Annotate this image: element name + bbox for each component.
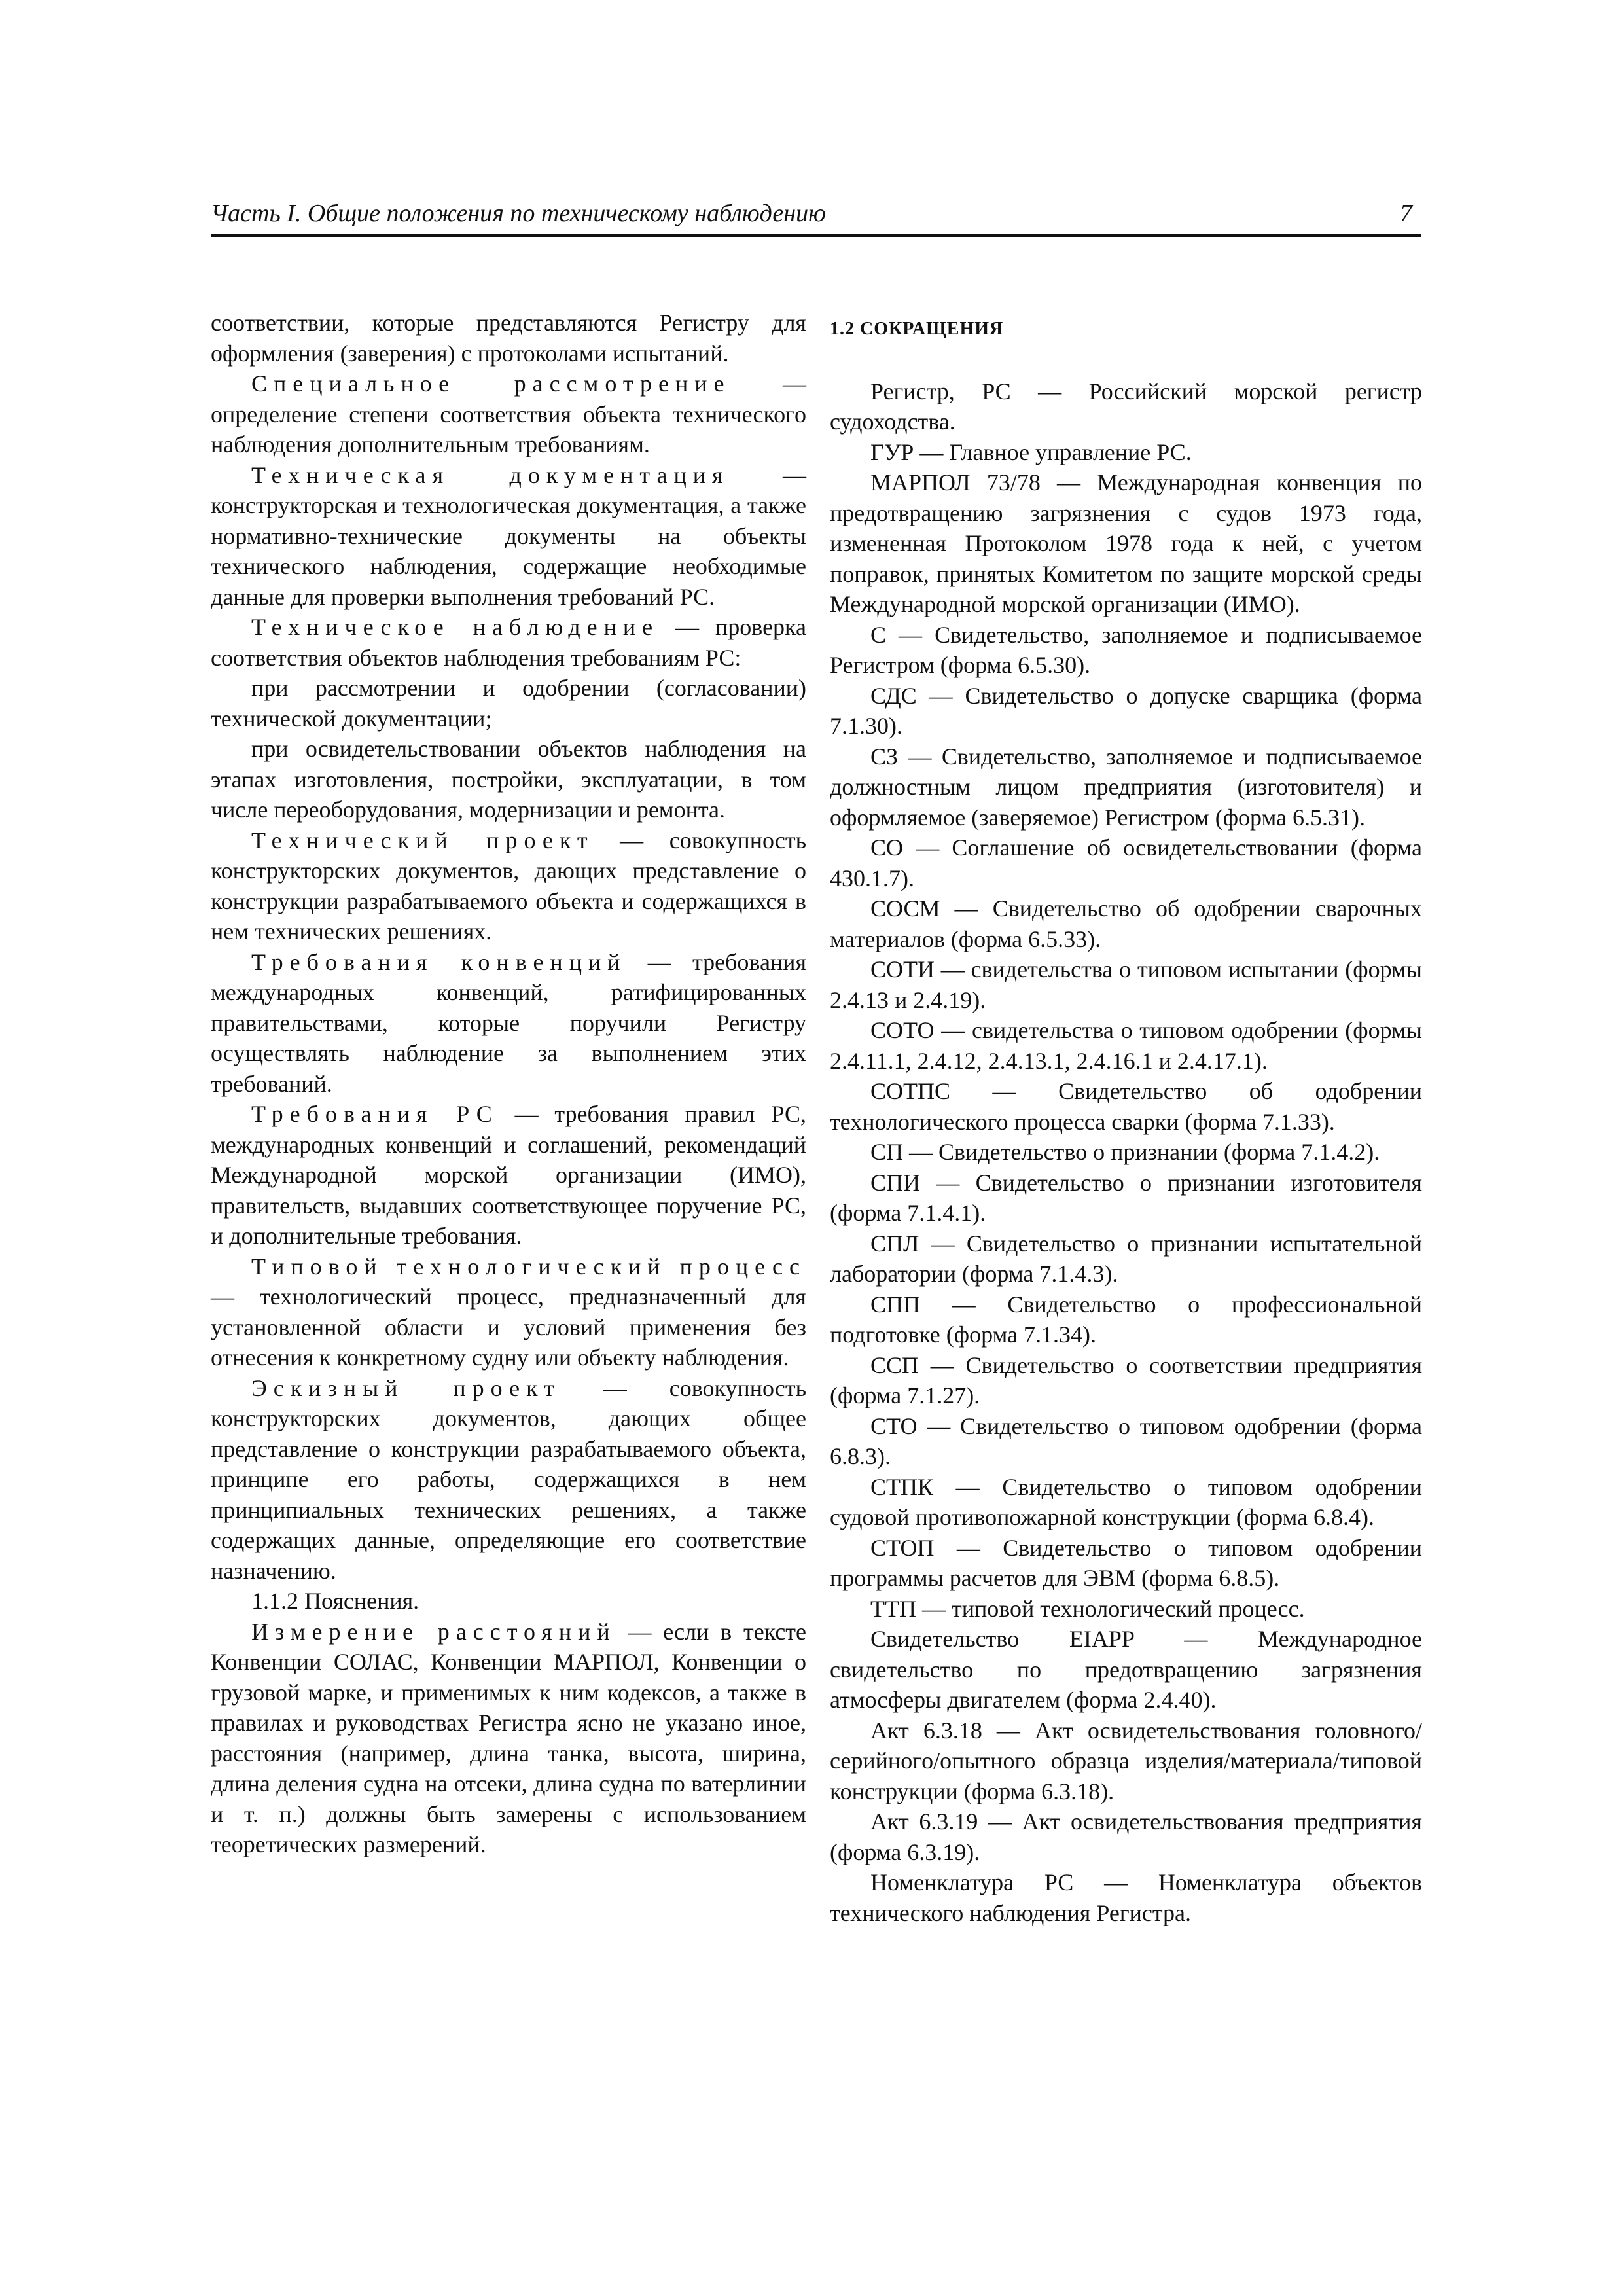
- definition-text: при освидетельствовании объектов наблюдения на этапах изготовления, постройки, эксплуатации, в том числе переоборудования, модернизации и ремонта.: [211, 736, 806, 823]
- abbreviation-item: СДС — Свидетельство о допуске сварщика (форма 7.1.30).: [830, 682, 1422, 739]
- definition-paragraph: [211, 1099, 806, 1251]
- definition-text: — совокупность конструкторских документов, дающих представление о конструкции разрабатываемого объекта и содержащихся в нем технических решениях.: [211, 827, 806, 944]
- definition-text: — требования правил РС, международных конвенций и соглашений, рекомендаций Международной морской организации (ИМО), правительств, выдавших соответствующее поручение РС, и дополнительные требования.: [211, 1101, 806, 1249]
- abbreviation-item: Регистр, РС — Российский морской регистр судоходства.: [830, 378, 1422, 435]
- defined-term: Измерение расстояний: [251, 1618, 616, 1645]
- abbreviation-item: СПИ — Свидетельство о признании изготовителя (форма 7.1.4.1).: [830, 1169, 1422, 1226]
- abbreviation-item: Акт 6.3.18 — Акт освидетельствования головного/серийного/опытного образца изделия/материала/типовой конструкции (форма 6.3.18).: [830, 1717, 1422, 1804]
- abbreviation-item: СТО — Свидетельство о типовом одобрении (форма 6.8.3).: [830, 1412, 1422, 1469]
- defined-term: Типовой технологический процесс: [251, 1253, 806, 1280]
- definition-text: — конструкторская и технологическая документация, а также нормативно-технические документы на объекты технического наблюдения, содержащие необходимые данные для проверки выполнения требований РС.: [211, 461, 806, 610]
- page-number: 7: [1400, 200, 1412, 227]
- definition-text: соответствии, которые представляются Регистру для оформления (заверения) с протоколами испытаний.: [211, 310, 806, 367]
- defined-term: Технический проект: [251, 827, 594, 853]
- abbreviation-item: Акт 6.3.19 — Акт освидетельствования предприятия (форма 6.3.19).: [830, 1808, 1422, 1865]
- left-column: [211, 308, 806, 1860]
- definition-paragraph: [211, 947, 806, 1100]
- definition-text: — проверка соответствия объектов наблюдения требованиям РС:: [211, 614, 806, 671]
- abbreviation-item: ГУР — Главное управление РС.: [870, 439, 1192, 465]
- definition-text: — определение степени соответствия объекта технического наблюдения дополнительным требованиям.: [211, 370, 806, 457]
- abbreviation-item: ТТП — типовой технологический процесс.: [870, 1595, 1305, 1622]
- abbreviation-item: СПЛ — Свидетельство о признании испытательной лаборатории (форма 7.1.4.3).: [830, 1230, 1422, 1287]
- definition-text: — технологический процесс, предназначенный для установленной области и условий применения без отнесения к конкретному судну или объекту наблюдения.: [211, 1283, 806, 1371]
- abbreviation-item: СПП — Свидетельство о профессиональной подготовке (форма 7.1.34).: [830, 1291, 1422, 1348]
- definition-paragraph: [211, 825, 806, 947]
- definition-paragraph: [211, 1373, 806, 1587]
- definition-paragraph: [211, 368, 806, 460]
- abbreviation-item: СТОП — Свидетельство о типовом одобрении программы расчетов для ЭВМ (форма 6.8.5).: [830, 1534, 1422, 1591]
- defined-term: Техническая документация: [251, 461, 730, 488]
- running-title: Часть I. Общие положения по техническому наблюдению: [211, 200, 826, 227]
- defined-term: Техническое наблюдение: [251, 614, 660, 640]
- defined-term: Требования конвенций: [251, 948, 627, 975]
- definition-paragraph: [211, 1586, 806, 1617]
- defined-term: Специальное рассмотрение: [251, 370, 731, 397]
- abbreviation-item: СОТО — свидетельства о типовом одобрении (формы 2.4.11.1, 2.4.12, 2.4.13.1, 2.4.16.1 и 2.4.17.1).: [830, 1017, 1422, 1074]
- definition-text: 1.1.2 Пояснения.: [251, 1588, 419, 1614]
- abbreviation-item: СТПК — Свидетельство о типовом одобрении судовой противопожарной конструкции (форма 6.8.4).: [830, 1473, 1422, 1530]
- definition-text: — совокупность конструкторских документов, дающих общее представление о конструкции разрабатываемого объекта, принципе его работы, содержащихся в нем принципиальных технических решениях, а также содержащих данные, определяющие его соответствие назначению.: [211, 1374, 806, 1584]
- abbreviation-item: СОТИ — свидетельства о типовом испытании (формы 2.4.13 и 2.4.19).: [830, 956, 1422, 1013]
- defined-term: Требования РС: [251, 1101, 499, 1127]
- abbreviation-item: МАРПОЛ 73/78 — Международная конвенция по предотвращению загрязнения с судов 1973 года, измененная Протоколом 1978 года к ней, с учетом поправок, принятых Комитетом по защите морской среды Международной морской организации (ИМО).: [830, 469, 1422, 617]
- abbreviation-item: Свидетельство EIAPP — Международное свидетельство по предотвращению загрязнения атмосферы двигателем (форма 2.4.40).: [830, 1626, 1422, 1713]
- page-header: [211, 196, 1421, 237]
- abbreviation-item: СЗ — Свидетельство, заполняемое и подписываемое должностным лицом предприятия (изготовителя) и оформляемое (заверяемое) Регистром (форма 6.5.31).: [830, 743, 1422, 831]
- definition-paragraph: [211, 612, 806, 673]
- definition-paragraph: [211, 734, 806, 825]
- abbreviation-item: С — Свидетельство, заполняемое и подписываемое Регистром (форма 6.5.30).: [830, 621, 1422, 678]
- right-column: [830, 308, 1422, 1928]
- abbreviation-item: ССП — Свидетельство о соответствии предприятия (форма 7.1.27).: [830, 1352, 1422, 1408]
- abbreviation-list: [830, 376, 1422, 1929]
- defined-term: Эскизный проект: [251, 1374, 561, 1401]
- definition-paragraph: [211, 1617, 806, 1860]
- definition-text: при рассмотрении и одобрении (согласовании) технической документации;: [211, 675, 806, 732]
- definition-text: — требования международных конвенций, ратифицированных правительствами, которые поручили Регистру осуществлять наблюдение за выполнением этих требований.: [211, 948, 807, 1097]
- definition-paragraph: [211, 460, 806, 613]
- definition-paragraph: [211, 673, 806, 734]
- abbreviation-item: СП — Свидетельство о признании (форма 7.1.4.2).: [870, 1139, 1380, 1165]
- section-title: 1.2 СОКРАЩЕНИЯ: [830, 319, 1004, 339]
- definition-paragraph: [211, 308, 806, 368]
- definition-paragraph: [211, 1251, 806, 1373]
- abbreviation-item: СОСМ — Свидетельство об одобрении сварочных материалов (форма 6.5.33).: [830, 895, 1422, 952]
- abbreviation-item: СО — Соглашение об освидетельствовании (форма 430.1.7).: [830, 834, 1422, 891]
- abbreviation-item: СОТПС — Свидетельство об одобрении технологического процесса сварки (форма 7.1.33).: [830, 1078, 1422, 1135]
- definition-text: — если в тексте Конвенции СОЛАС, Конвенции МАРПОЛ, Конвенции о грузовой марке, и применимых к ним кодексов, а также в правилах и руководствах Регистра ясно не указано иное, расстояния (например, длина танка, высота, ширина, длина деления судна на отсеки, длина судна по ватерлинии и т. п.) должны быть замерены с использованием теоретических размерений.: [211, 1618, 806, 1857]
- abbreviation-item: Номенклатура РС — Номенклатура объектов технического наблюдения Регистра.: [830, 1869, 1422, 1926]
